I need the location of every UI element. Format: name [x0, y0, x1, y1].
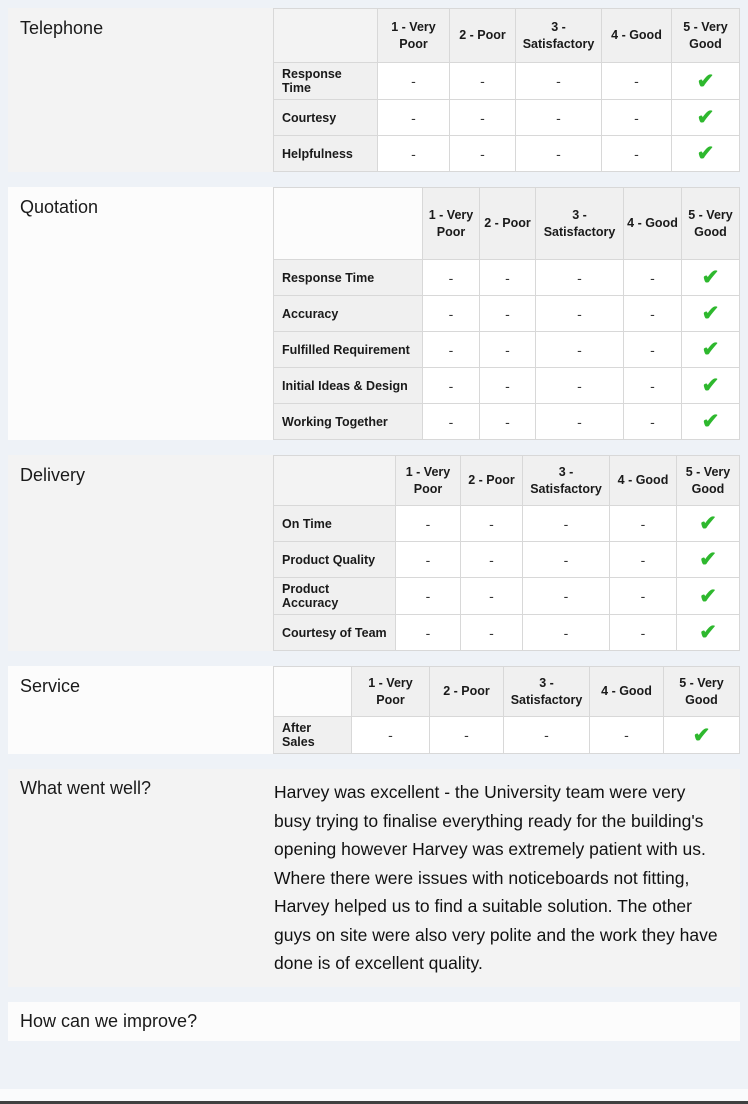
rating-cell: - [461, 578, 523, 615]
rating-column-header: 1 - Very Poor [378, 9, 450, 63]
rating-cell: - [624, 404, 682, 440]
question-label: How can we improve? [20, 1010, 198, 1031]
row-label: Product Quality [274, 542, 396, 578]
rating-cell: - [516, 136, 602, 172]
rating-cell: - [430, 717, 504, 754]
rating-column-header: 5 - Very Good [677, 456, 740, 506]
table-corner-spacer [274, 456, 396, 506]
checkmark-icon: ✔ [701, 410, 720, 433]
rating-cell: - [396, 615, 461, 651]
rating-cell [672, 63, 740, 100]
rating-cell: - [461, 615, 523, 651]
rating-cell: - [610, 506, 677, 542]
table-corner-spacer [274, 9, 378, 63]
rating-cell [677, 506, 740, 542]
rating-cell: - [423, 368, 480, 404]
checkmark-icon: ✔ [701, 266, 720, 289]
section-title: Quotation [20, 197, 99, 217]
table-row [274, 260, 740, 296]
table-corner-spacer [274, 667, 352, 717]
rating-cell: - [523, 506, 610, 542]
rating-cell: - [504, 717, 590, 754]
rating-cell: - [602, 136, 672, 172]
checkmark-icon: ✔ [701, 374, 720, 397]
row-label: Fulfilled Requirement [274, 332, 423, 368]
rating-column-header: 4 - Good [610, 456, 677, 506]
section-quotation [8, 187, 740, 440]
rating-column-header: 2 - Poor [450, 9, 516, 63]
rating-table-delivery [273, 455, 740, 651]
rating-column-header: 2 - Poor [461, 456, 523, 506]
rating-cell: - [610, 578, 677, 615]
rating-cell: - [480, 260, 536, 296]
header-row [274, 667, 740, 717]
rating-column-header: 2 - Poor [430, 667, 504, 717]
question-label: What went well? [20, 778, 152, 798]
rating-column-header: 3 - Satisfactory [536, 188, 624, 260]
rating-cell [672, 136, 740, 172]
rating-cell: - [450, 63, 516, 100]
bottom-strip [0, 1089, 748, 1101]
checkmark-icon: ✔ [699, 621, 717, 644]
rating-column-header: 3 - Satisfactory [516, 9, 602, 63]
rating-cell [682, 332, 740, 368]
checkmark-icon: ✔ [696, 142, 715, 165]
table-row [274, 578, 740, 615]
rating-cell: - [536, 332, 624, 368]
section-delivery [8, 455, 740, 651]
rating-cell [677, 578, 740, 615]
rating-column-header: 1 - Very Poor [352, 667, 430, 717]
rating-cell [682, 368, 740, 404]
section-title: Telephone [20, 18, 104, 38]
rating-cell: - [378, 63, 450, 100]
table-row [274, 296, 740, 332]
rating-column-header: 4 - Good [590, 667, 664, 717]
rating-cell: - [536, 404, 624, 440]
rating-cell: - [536, 296, 624, 332]
checkmark-icon: ✔ [699, 584, 717, 608]
rating-cell: - [396, 542, 461, 578]
rating-column-header: 4 - Good [624, 188, 682, 260]
rating-cell: - [516, 100, 602, 136]
row-label: Courtesy of Team [274, 615, 396, 651]
rating-table-quotation [273, 187, 740, 440]
rating-cell: - [523, 542, 610, 578]
table-row [274, 404, 740, 440]
rating-cell: - [590, 717, 664, 754]
rating-column-header: 4 - Good [602, 9, 672, 63]
rating-cell: - [536, 260, 624, 296]
rating-cell: - [602, 63, 672, 100]
table-row [274, 100, 740, 136]
rating-column-header: 3 - Satisfactory [504, 667, 590, 717]
rating-cell: - [480, 368, 536, 404]
row-label: Accuracy [274, 296, 423, 332]
rating-cell: - [423, 296, 480, 332]
rating-cell: - [378, 136, 450, 172]
row-label: After Sales [274, 717, 352, 754]
rating-cell: - [624, 368, 682, 404]
rating-cell: - [423, 260, 480, 296]
checkmark-icon: ✔ [692, 723, 711, 747]
rating-cell: - [480, 404, 536, 440]
question-how-can-we-improve [8, 1002, 740, 1041]
section-telephone [8, 8, 740, 172]
checkmark-icon: ✔ [696, 69, 715, 93]
section-service [8, 666, 740, 754]
rating-column-header: 2 - Poor [480, 188, 536, 260]
checkmark-icon: ✔ [699, 512, 717, 535]
checkmark-icon: ✔ [699, 548, 717, 571]
section-title: Delivery [20, 465, 86, 485]
table-corner-spacer [274, 188, 423, 260]
rating-cell [677, 615, 740, 651]
table-row [274, 506, 740, 542]
rating-cell: - [450, 100, 516, 136]
rating-cell [682, 404, 740, 440]
table-row [274, 63, 740, 100]
section-title: Service [20, 676, 81, 696]
row-label: Working Together [274, 404, 423, 440]
row-label: Courtesy [274, 100, 378, 136]
rating-cell: - [602, 100, 672, 136]
rating-cell: - [461, 542, 523, 578]
question-what-went-well [8, 769, 740, 987]
rating-column-header: 5 - Very Good [672, 9, 740, 63]
row-label: Product Accuracy [274, 578, 396, 615]
row-label: Response Time [274, 63, 378, 100]
rating-cell [664, 717, 740, 754]
row-label: Helpfulness [274, 136, 378, 172]
rating-cell: - [480, 296, 536, 332]
table-row [274, 332, 740, 368]
rating-cell: - [610, 615, 677, 651]
rating-cell [682, 296, 740, 332]
table-row [274, 717, 740, 754]
rating-cell: - [523, 615, 610, 651]
rating-cell: - [624, 296, 682, 332]
rating-column-header: 1 - Very Poor [396, 456, 461, 506]
rating-cell [682, 260, 740, 296]
row-label: On Time [274, 506, 396, 542]
rating-cell: - [396, 506, 461, 542]
rating-cell: - [378, 100, 450, 136]
rating-column-header: 5 - Very Good [664, 667, 740, 717]
checkmark-icon: ✔ [701, 338, 720, 361]
table-row [274, 368, 740, 404]
rating-cell: - [423, 332, 480, 368]
header-row [274, 9, 740, 63]
rating-column-header: 1 - Very Poor [423, 188, 480, 260]
rating-column-header: 5 - Very Good [682, 188, 740, 260]
rating-cell: - [523, 578, 610, 615]
rating-table-service [273, 666, 740, 754]
table-row [274, 542, 740, 578]
rating-cell [672, 100, 740, 136]
row-label: Initial Ideas & Design [274, 368, 423, 404]
checkmark-icon: ✔ [701, 302, 720, 325]
rating-cell: - [461, 506, 523, 542]
question-answer: Harvey was excellent - the University team were very busy trying to finalise everything ready for the building's opening however Harvey was extremely patient with us. Where there were issues with noticeboards not fitting, Harvey helped us to find a suitable solution. The other guys on site were also very polite and the work they have done is of excellent quality. [274, 782, 718, 973]
rating-cell: - [480, 332, 536, 368]
header-row [274, 188, 740, 260]
checkmark-icon: ✔ [696, 106, 715, 129]
rating-cell: - [624, 260, 682, 296]
row-label: Response Time [274, 260, 423, 296]
rating-cell: - [352, 717, 430, 754]
rating-cell [677, 542, 740, 578]
rating-cell: - [624, 332, 682, 368]
rating-cell: - [516, 63, 602, 100]
rating-cell: - [450, 136, 516, 172]
rating-cell: - [423, 404, 480, 440]
table-row [274, 136, 740, 172]
rating-cell: - [536, 368, 624, 404]
rating-table-telephone [273, 8, 740, 172]
rating-column-header: 3 - Satisfactory [523, 456, 610, 506]
rating-cell: - [396, 578, 461, 615]
table-row [274, 615, 740, 651]
rating-cell: - [610, 542, 677, 578]
header-row [274, 456, 740, 506]
